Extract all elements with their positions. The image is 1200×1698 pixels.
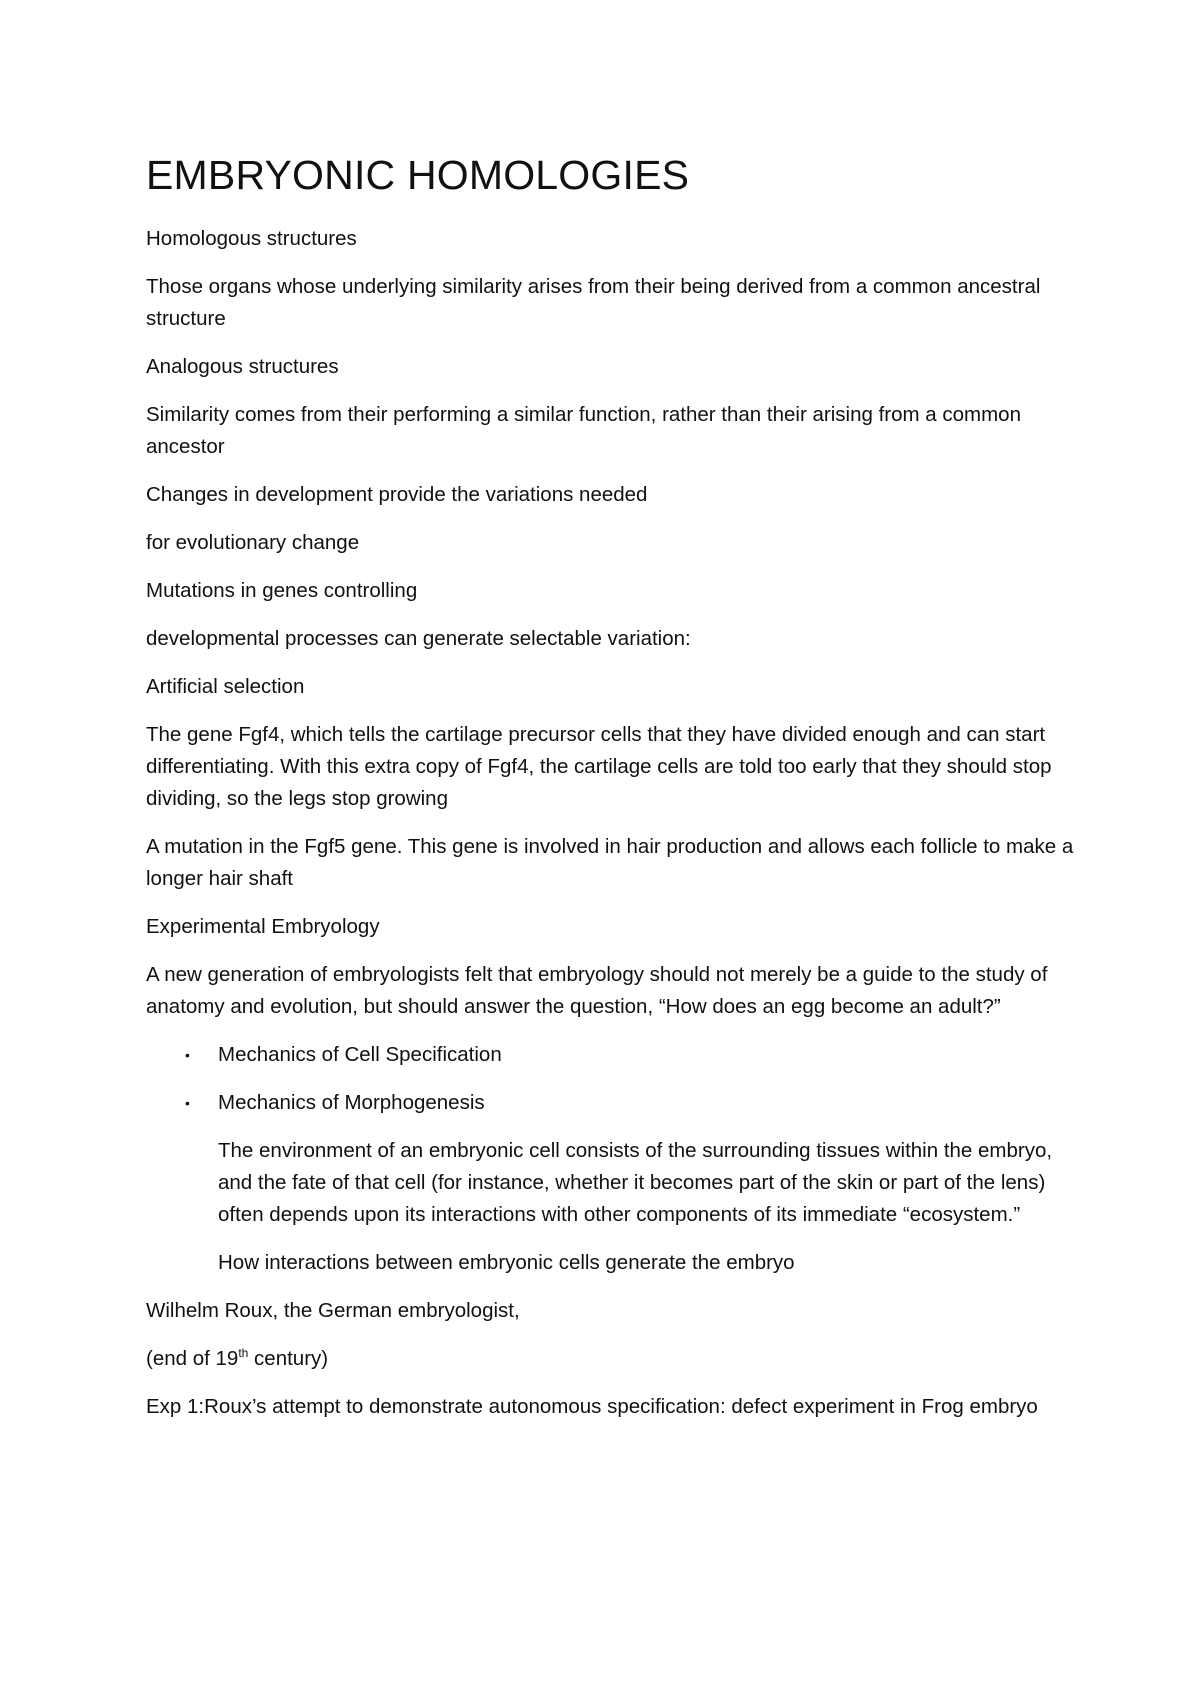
paragraph-developmental-processes: developmental processes can generate selectable variation: [146,627,691,651]
paragraph-interactions-embryonic-cells: How interactions between embryonic cells generate the embryo [218,1251,795,1275]
paragraph-homologous-definition: Those organs whose underlying similarity arises from their being derived from a common ancestral structure [146,275,1041,331]
paragraph-artificial-selection: Artificial selection [146,675,305,699]
paragraph-analogous-definition: Similarity comes from their performing a similar function, rather than their arising from a common ancestor [146,403,1021,459]
bullet-item-label: Mechanics of Morphogenesis [218,1091,485,1115]
paragraph-homologous-heading: Homologous structures [146,227,357,251]
century-suffix: century) [248,1347,329,1371]
paragraph-experiment-1: Exp 1:Roux’s attempt to demonstrate autonomous specification: defect experiment in Frog embryo [146,1395,1038,1419]
bullet-icon: • [185,1047,190,1064]
bullet-icon: • [185,1095,190,1112]
paragraph-analogous-heading: Analogous structures [146,355,339,379]
paragraph-evolutionary-change: for evolutionary change [146,531,360,555]
paragraph-fgf5: A mutation in the Fgf5 gene. This gene is involved in hair production and allows each follicle to make a longer hair shaft [146,835,1074,891]
paragraph-fgf4: The gene Fgf4, which tells the cartilage precursor cells that they have divided enough and can start differentiating. With this extra copy of Fgf4, the cartilage cells are told too early that they should stop dividing, so the legs stop growing [146,723,1052,811]
century-prefix: (end of 19 [146,1347,239,1371]
bullet-item [146,1039,1076,1071]
document-body [146,150,1076,1439]
paragraph-environment-embryonic-cell: The environment of an embryonic cell consists of the surrounding tissues within the embryo, and the fate of that cell (for instance, whether it becomes part of the skin or part of the lens) often depends upon its interactions with other components of its immediate “ecosystem.” [218,1139,1053,1227]
bullet-item [146,1087,1076,1119]
paragraph-end-of-century [146,1343,1076,1375]
document-title: EMBRYONIC HOMOLOGIES [146,152,690,198]
paragraph-new-generation: A new generation of embryologists felt that embryology should not merely be a guide to the study of anatomy and evolution, but should answer the question, “How does an egg become an adult?” [146,963,1048,1019]
bullet-list [146,1039,1076,1119]
paragraph-experimental-embryology: Experimental Embryology [146,915,380,939]
paragraph-changes-development: Changes in development provide the variations needed [146,483,648,507]
paragraph-wilhelm-roux: Wilhelm Roux, the German embryologist, [146,1299,520,1323]
paragraph-mutations-genes: Mutations in genes controlling [146,579,418,603]
century-superscript: th [238,1346,249,1361]
bullet-item-label: Mechanics of Cell Specification [218,1043,502,1067]
